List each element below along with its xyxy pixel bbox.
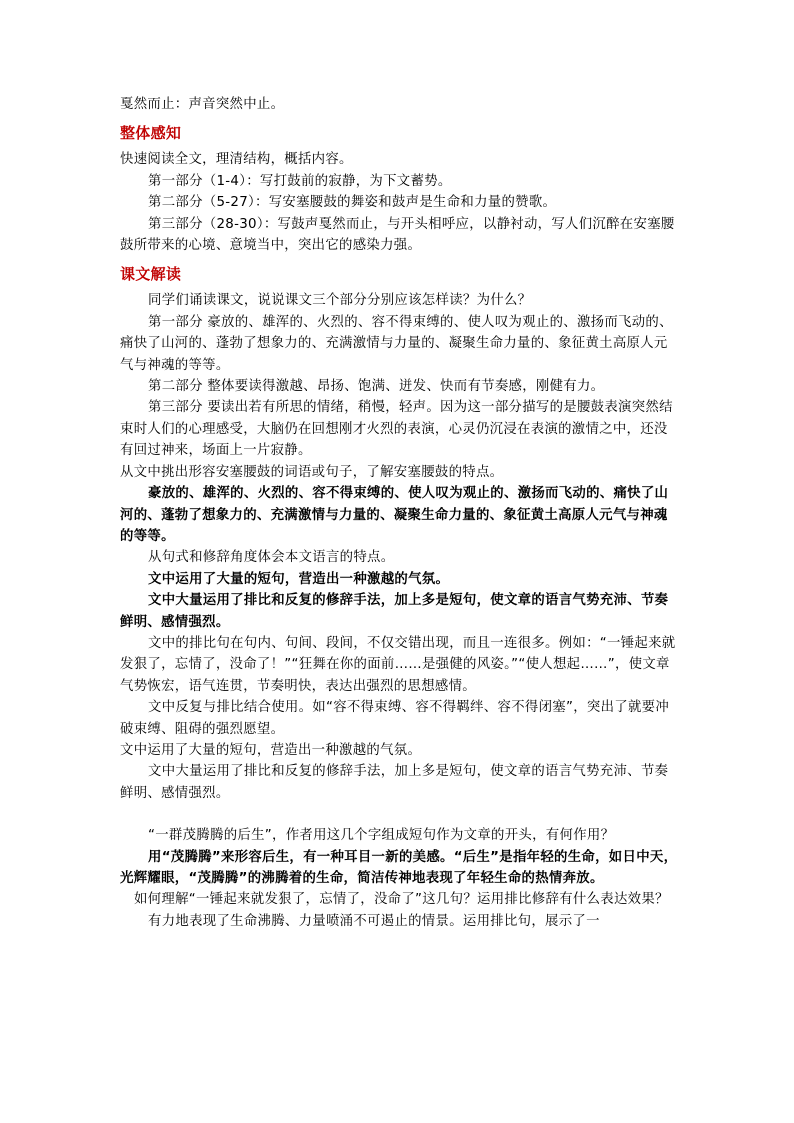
- section-heading-overview: 整体感知: [120, 124, 182, 143]
- parallelism-explanation: 文中的排比句在句内、句间、段间，不仅交错出现，而且一连很多。例如：“一锤起来就发狠了，忘情了，没命了！”“狂舞在你的面前……是强健的风姿。”“使人想起……”，使文章气势恢宏，语气连贯，节奏明快，表达出强烈的思想感情。: [120, 635, 676, 694]
- reading-part-1: 第一部分 豪放的、雄浑的、火烈的、容不得束缚的、使人叹为观止的、激扬而飞动的、痛快了山河的、蓬勃了想象力的、充满激情与力量的、凝聚生命力量的、象征黄土高原人元气与神魂的等等。: [120, 314, 673, 373]
- language-question: 从句式和修辞角度体会本文语言的特点。: [148, 550, 395, 566]
- repetition-explanation: 文中反复与排比结合使用。如“容不得束缚、容不得羁绊、容不得闭塞”，突出了就要冲破束缚、阻碍的强烈愿望。: [120, 700, 670, 737]
- sentence-question: 如何理解“一锤起来就发狠了，忘情了，没命了”这几句？运用排比修辞有什么表达效果？: [134, 892, 669, 908]
- section-heading-reading: 课文解读: [120, 265, 182, 284]
- overview-intro: 快速阅读全文，理清结构，概括内容。: [120, 152, 353, 168]
- language-answer-1: 文中运用了大量的短句，营造出一种激越的气氛。: [148, 571, 450, 587]
- opening-question: “一群茂腾腾的后生”，作者用这几个字组成短句作为文章的开头，有何作用？: [148, 828, 615, 844]
- sentence-answer: 有力地表现了生命沸腾、力量喷涌不可遏止的情景。运用排比句，展示了一: [148, 913, 600, 929]
- words-answer: 豪放的、雄浑的、火烈的、容不得束缚的、使人叹为观止的、激扬而飞动的、痛快了山河的、蓬勃了想象力的、充满激情与力量的、凝聚生命力量的、象征黄土高原人元气与神魂的等等。: [120, 486, 669, 544]
- overview-part-1: 第一部分（1-4）：写打鼓前的寂静，为下文蓄势。: [148, 173, 452, 189]
- short-sentence-note: 文中运用了大量的短句，营造出一种激越的气氛。: [120, 742, 422, 758]
- overview-part-2: 第二部分（5-27）：写安塞腰鼓的舞姿和鼓声是生命和力量的赞歌。: [148, 195, 557, 211]
- document-page: [120, 94, 680, 932]
- definition-line: 戛然而止：声音突然中止。: [120, 97, 285, 112]
- opening-answer: 用“茂腾腾”来形容后生，有一种耳目一新的美感。“后生”是指年轻的生命，如日中天，光辉耀眼，“茂腾腾”的沸腾着的生命，简洁传神地表现了年轻生命的热情奔放。: [120, 849, 678, 886]
- reading-part-2: 第二部分 整体要读得激越、昂扬、饱满、迸发、快而有节奏感，刚健有力。: [148, 379, 605, 395]
- reading-question: 同学们诵读课文，说说课文三个部分分别应该怎样读？为什么？: [148, 293, 532, 309]
- overview-part-3: 第三部分（28-30）：写鼓声戛然而止，与开头相呼应，以静衬动，写人们沉醉在安塞腰鼓所带来的心境、意境当中，突出它的感染力强。: [120, 216, 675, 254]
- rhetoric-note: 文中大量运用了排比和反复的修辞手法，加上多是短句，使文章的语言气势充沛、节奏鲜明、感情强烈。: [120, 764, 669, 801]
- reading-part-3: 第三部分 要读出若有所思的情绪，稍慢，轻声。因为这一部分描写的是腰鼓表演突然结束时人们的心理感受，大脑仍在回想刚才火烈的表演，心灵仍沉浸在表演的激情之中，还没有回过神来，场面上一片寂静。: [120, 400, 673, 459]
- words-question: 从文中挑出形容安塞腰鼓的词语或句子，了解安塞腰鼓的特点。: [120, 464, 504, 480]
- language-answer-2: 文中大量运用了排比和反复的修辞手法，加上多是短句，使文章的语言气势充沛、节奏鲜明、感情强烈。: [120, 593, 669, 630]
